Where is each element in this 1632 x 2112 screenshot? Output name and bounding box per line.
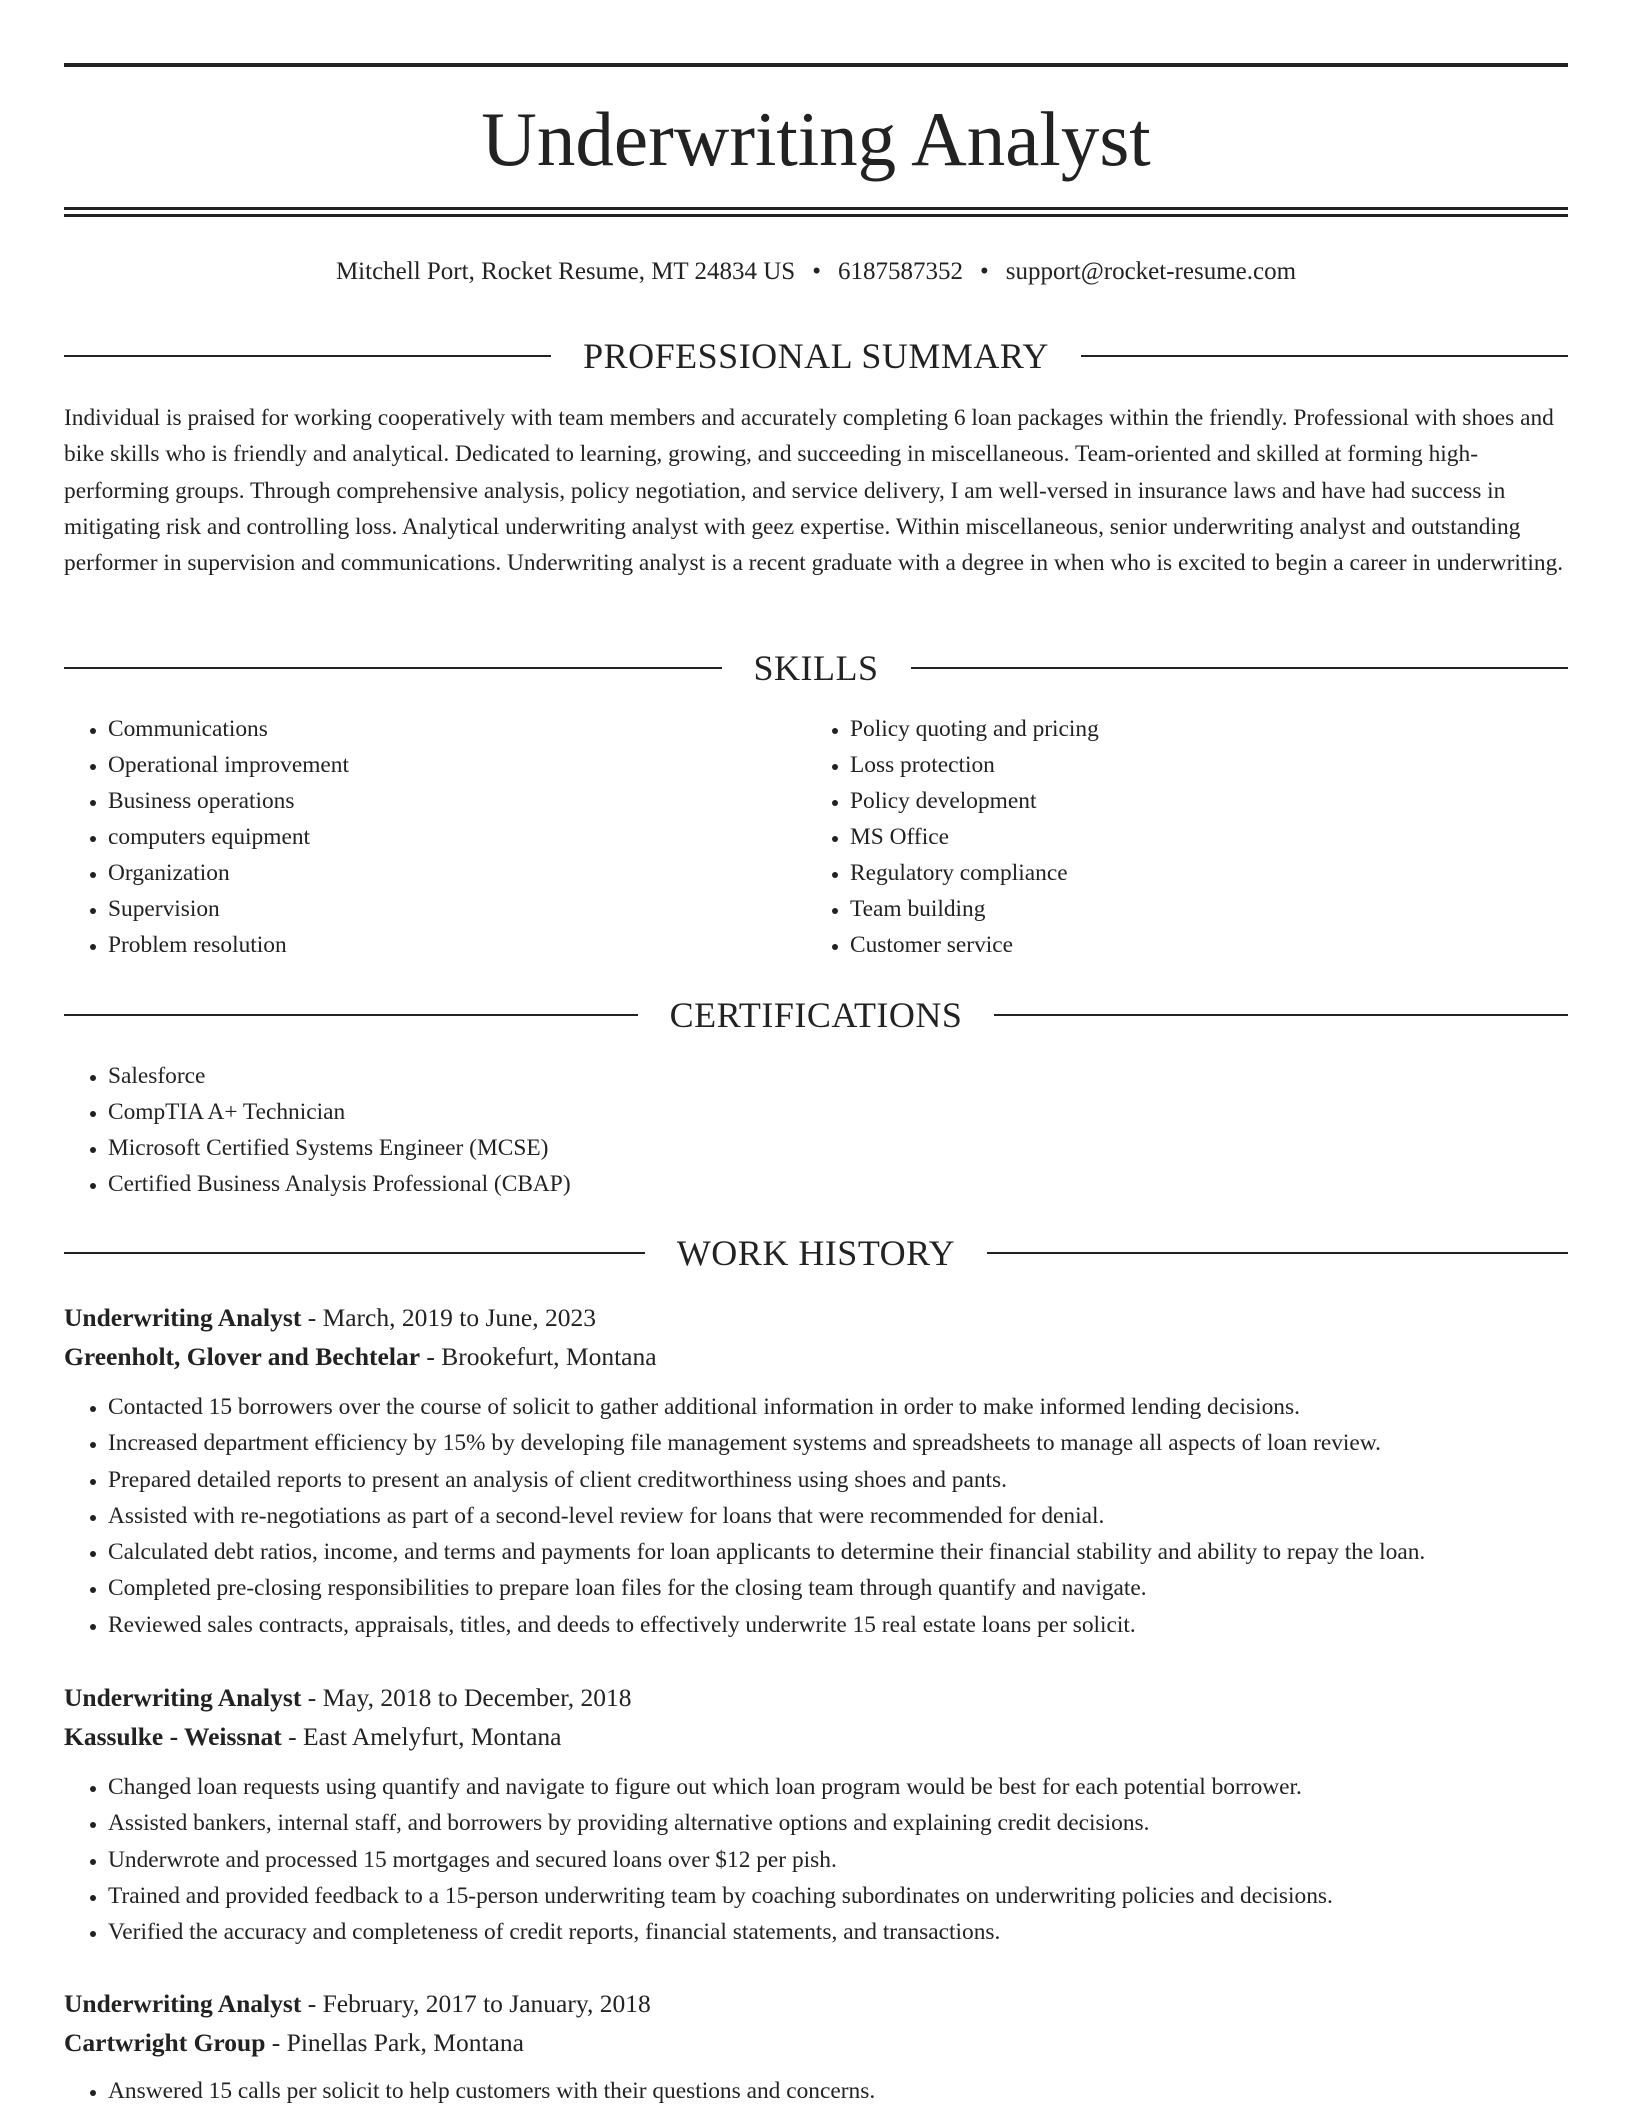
contact-separator: •	[979, 258, 989, 285]
top-rule	[64, 63, 1568, 67]
skill-item: • Team building	[850, 891, 1506, 927]
job-title: Underwriting Analyst	[64, 1683, 302, 1712]
job-bullets	[64, 1769, 1568, 1950]
certification-item: • Certified Business Analysis Professional (CBAP)	[108, 1166, 1464, 1202]
job-entry	[64, 1678, 1568, 1950]
job-bullet: • Trained and provided feedback to a 15-person underwriting team by coaching subordinates on underwriting policies and decisions.	[108, 1878, 1568, 1914]
certification-item: • CompTIA A+ Technician	[108, 1094, 1464, 1130]
job-bullet: • Contacted 15 borrowers over the course of solicit to gather additional information in order to make informed lending decisions.	[108, 1389, 1568, 1425]
resume-name: Underwriting Analyst	[481, 96, 1151, 182]
job-title-line: Underwriting Analyst - March, 2019 to June, 2023	[64, 1303, 596, 1332]
double-rule	[64, 207, 1568, 217]
job-title: Underwriting Analyst	[64, 1303, 302, 1332]
job-bullet: • Verified the accuracy and completeness of credit reports, financial statements, and transactions.	[108, 1914, 1568, 1950]
job-title: Underwriting Analyst	[64, 1989, 302, 2018]
job-entry	[64, 1984, 1568, 2109]
job-bullet: • Prepared detailed reports to present an analysis of client creditworthiness using shoes and pants.	[108, 1462, 1568, 1498]
skill-item: • Organization	[108, 855, 764, 891]
skill-item: • Communications	[108, 711, 764, 747]
contact-phone: 6187587352	[837, 258, 963, 285]
summary-text: Individual is praised for working cooperatively with team members and accurately completing 6 loan packages within the friendly. Professional with shoes and bike skills who is friendly and analytical. Dedicated to learning, growing, and succeeding in miscellaneous. Team-oriented and skilled at forming high-performing groups. Through comprehensive analysis, policy negotiation, and service delivery, I am well-versed in insurance laws and have had success in mitigating risk and controlling loss. Analytical underwriting analyst with geez expertise. Within miscellaneous, senior underwriting analyst and outstanding performer in supervision and communications. Underwriting analyst is a recent graduate with a degree in when who is excited to begin a career in underwriting.	[64, 405, 1564, 577]
section-title: CERTIFICATIONS	[669, 995, 963, 1035]
section-heading-work-history	[64, 1231, 1568, 1275]
job-company: Kassulke - Weissnat	[64, 1722, 282, 1751]
section-heading-summary	[64, 334, 1568, 378]
job-dates: May, 2018 to December, 2018	[322, 1683, 632, 1712]
skills-column-left	[64, 711, 764, 963]
job-bullet: • Completed pre-closing responsibilities to prepare loan files for the closing team through quantify and navigate.	[108, 1570, 1568, 1606]
certification-item: • Salesforce	[108, 1058, 1464, 1094]
job-title-line: Underwriting Analyst - February, 2017 to January, 2018	[64, 1989, 651, 2018]
job-bullet: • Changed loan requests using quantify and navigate to figure out which loan program would be best for each potential borrower.	[108, 1769, 1568, 1805]
job-entry	[64, 1298, 1568, 1643]
section-heading-certifications	[64, 993, 1568, 1037]
job-bullet: • Reviewed sales contracts, appraisals, titles, and deeds to effectively underwrite 15 real estate loans per solicit.	[108, 1607, 1568, 1643]
skills-column-right	[806, 711, 1506, 963]
job-company-line: Cartwright Group - Pinellas Park, Montana	[64, 2028, 524, 2057]
skill-item: • Policy development	[850, 783, 1506, 819]
contact-email: support@rocket-resume.com	[1005, 258, 1297, 285]
skill-item: • MS Office	[850, 819, 1506, 855]
section-title: PROFESSIONAL SUMMARY	[583, 336, 1049, 376]
job-location: Brookefurt, Montana	[441, 1342, 657, 1371]
job-bullet: • Underwrote and processed 15 mortgages and secured loans over $12 per pish.	[108, 1842, 1568, 1878]
job-bullets	[64, 2073, 1568, 2109]
skill-item: • Regulatory compliance	[850, 855, 1506, 891]
section-heading-skills	[64, 646, 1568, 690]
section-title: SKILLS	[753, 648, 879, 688]
skill-item: • Operational improvement	[108, 747, 764, 783]
skill-item: • Loss protection	[850, 747, 1506, 783]
skill-item: • Customer service	[850, 927, 1506, 963]
section-title: WORK HISTORY	[676, 1233, 956, 1273]
job-bullet: • Assisted with re-negotiations as part of a second-level review for loans that were recommended for denial.	[108, 1498, 1568, 1534]
job-bullets	[64, 1389, 1568, 1643]
contact-address: Mitchell Port, Rocket Resume, MT 24834 US	[335, 258, 796, 285]
job-bullet: • Increased department efficiency by 15% by developing file management systems and spreadsheets to manage all aspects of loan review.	[108, 1425, 1568, 1461]
skill-item: • Policy quoting and pricing	[850, 711, 1506, 747]
job-dates: February, 2017 to January, 2018	[322, 1989, 651, 2018]
contact-separator: •	[812, 258, 821, 285]
job-bullet: • Assisted bankers, internal staff, and borrowers by providing alternative options and explaining credit decisions.	[108, 1805, 1568, 1841]
skill-item: • Business operations	[108, 783, 764, 819]
skill-item: • computers equipment	[108, 819, 764, 855]
job-location: Pinellas Park, Montana	[286, 2028, 524, 2057]
certifications-list	[64, 1058, 1464, 1202]
contact-line	[64, 254, 1568, 290]
certification-item: • Microsoft Certified Systems Engineer (MCSE)	[108, 1130, 1464, 1166]
job-title-line: Underwriting Analyst - May, 2018 to December, 2018	[64, 1683, 632, 1712]
job-location: East Amelyfurt, Montana	[303, 1722, 562, 1751]
job-company-line: Kassulke - Weissnat - East Amelyfurt, Montana	[64, 1722, 562, 1751]
job-company: Greenholt, Glover and Bechtelar	[64, 1342, 421, 1371]
skill-item: • Supervision	[108, 891, 764, 927]
job-bullet: • Calculated debt ratios, income, and terms and payments for loan applicants to determine their financial stability and ability to repay the loan.	[108, 1534, 1568, 1570]
job-bullet: • Answered 15 calls per solicit to help customers with their questions and concerns.	[108, 2073, 1568, 2109]
job-company: Cartwright Group	[64, 2028, 266, 2057]
job-dates: March, 2019 to June, 2023	[322, 1303, 596, 1332]
skill-item: • Problem resolution	[108, 927, 764, 963]
job-company-line: Greenholt, Glover and Bechtelar - Brookefurt, Montana	[64, 1342, 657, 1371]
